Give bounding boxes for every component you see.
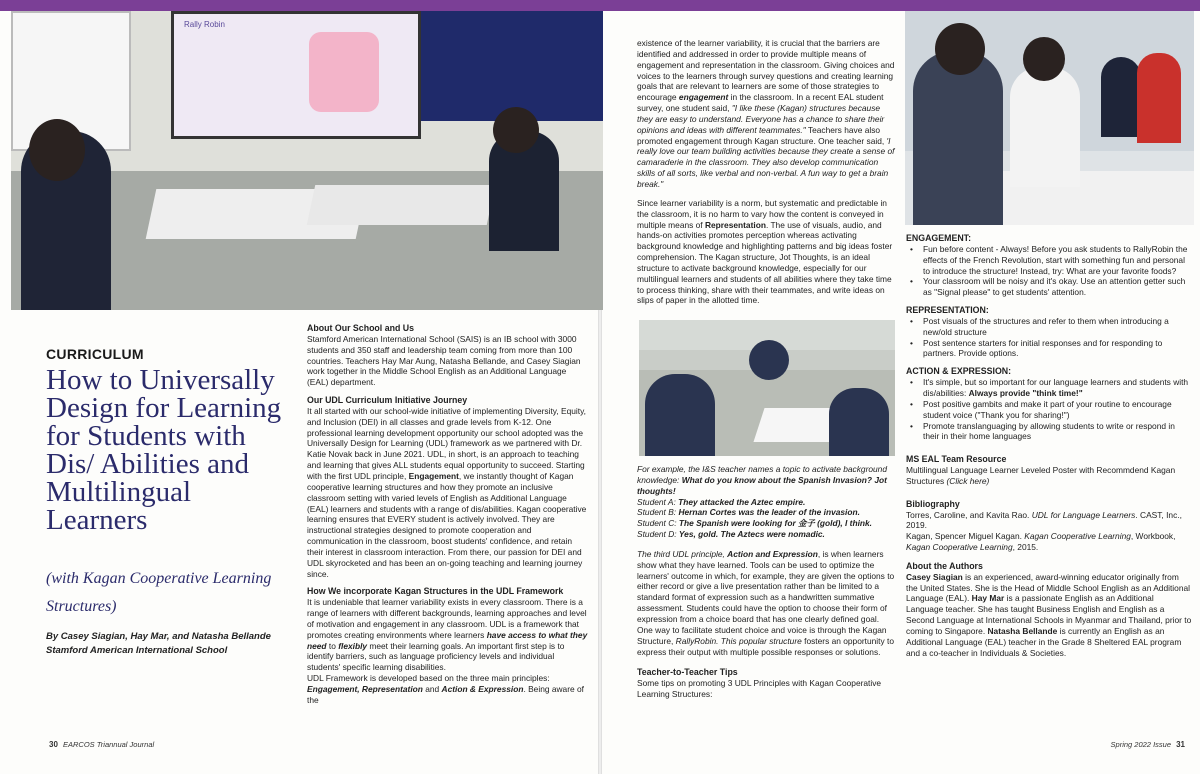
mid-column-bottom [637, 464, 895, 700]
journal-name: EARCOS Triannual Journal [63, 740, 155, 749]
engagement-list [906, 244, 1192, 298]
resource-heading: MS EAL Team Resource [906, 454, 1007, 465]
bibliography-heading: Bibliography [906, 498, 960, 509]
right-column [906, 233, 1192, 659]
list-item: • Post visuals of the structures and refer to them when introducing a new/old structure [906, 316, 1192, 338]
article-title: How to Universally Design for Learning for Students with Dis/ Abilities and Multilingual Learners [46, 364, 282, 536]
list-item: • Promote translanguaging by allowing students to write or respond in their in their home languages [906, 421, 1192, 443]
kagan-heading: How We incorporate Kagan Structures in the UDL Framework [307, 586, 564, 597]
floor-activity-photo [639, 320, 895, 456]
bibliography-entry: Torres, Caroline, and Kavita Rao. UDL for Language Learners. CAST, Inc., 2019. [906, 509, 1182, 531]
kagan-text: It is undeniable that learner variability exists in every classroom. There is a range of learners with different backgrounds, learning approaches and level of motivation and engagement in any classroom. UDL is a framework that promotes creating environments where learners have access to what they need to flexibly meet their learning goals. An important first step is to identify barriers, such as language proficiency levels and individual students' specific learning disabilities. [307, 597, 588, 673]
tips-heading: Teacher-to-Teacher Tips [637, 667, 738, 678]
students-standing-photo [905, 11, 1194, 225]
issue-name: Spring 2022 Issue [1110, 740, 1171, 749]
resource-link[interactable]: (Click here) [946, 475, 990, 486]
initiative-text: It all started with our school-wide initiative of implementing Diversity, Equity, and Inclusion (DEI) in all classes and grade levels from K-12. One professional learning development opportunity our school adopted was the Universally Design for Learning (UDL) framework as we partnered with Dr. Katie Novak back in June 2021. UDL, in short, is an approach to teaching and learning that gives ALL students equal opportunity to succeed. Starting with the first UDL principle, Engagement, we instantly thought of Kagan cooperative learning structures and how they promote an inclusive classroom setting with varied levels of English as Additional Language (EAL) learners and students with a range of dis/abilities. Kagan cooperative learning ensures that EVERY student is actively involved. They are instructional strategies designed to promote cooperation and communication in the classroom, boost students' confidence, and retain their interest in classroom interaction. From there, our passion for DEI and UDL skyrocketed and has been an on-going teaching and learning journey since. [307, 405, 587, 579]
tips-text: Some tips on promoting 3 UDL Principles with Kagan Cooperative Learning Structures: [637, 678, 882, 700]
projector-screen [171, 11, 421, 139]
caption-student-a: Student A: They attacked the Aztec empire. [637, 496, 806, 507]
action-list [906, 377, 1192, 442]
mid-column-top [637, 38, 895, 306]
screen-title: Rally Robin [184, 20, 225, 29]
left-body-column [307, 323, 589, 706]
authors-bio: Casey Siagian is an experienced, award-winning educator originally from the United States. She is the Head of Middle School English as an Additional Language (EAL). Hay Mar is a passionate English as an Additional Language teacher. She has taught Business English and English as a Second Language at International Schools in Myanmar and Thailand, prior to coming to Singapore. Natasha Bellande is currently an English as an Additional Language (EAL) teacher in the Grade 8 Sheltered EAL program and a co-teacher in Individuals & Societies. [906, 571, 1192, 658]
author-names: By Casey Siagian, Hay Mar, and Natasha Bellande [46, 631, 271, 642]
engagement-heading: ENGAGEMENT: [906, 233, 972, 243]
action-expression-paragraph: The third UDL principle, Action and Expression, is when learners show what they have learned. Tools can be used to optimize the learners' outcome in which, for example, they are given the options to either record or give a live presentation rather than be limited to a standard format of expression such as a handwritten summative assessment. Students could have the option to choose their form of expression from a choice board that has one clearly defined goal. One way to facilitate student choice and voice is through the Kagan Structure, RallyRobin. This popular structure fosters an opportunity to express their output with multiple possible responses or solutions. [637, 548, 895, 657]
list-item: • Fun before content - Always! Before you ask students to RallyRobin the effects of the French Revolution, start with something fun and personal to introduce the structure! Instead, try: What are your favorite foods? [906, 244, 1192, 277]
authors-heading: About the Authors [906, 560, 983, 571]
about-text: Stamford American International School (SAIS) is an IB school with 3000 students and 350 staff and leadership team coming from more than 100 countries. Teachers Hay Mar Aung, Natasha Bellande, and Casey Siagian work together in the Middle School English as an Additional Language (EAL) department. [307, 333, 581, 388]
caption-student-b: Student B: Hernan Cortes was the leader of the invasion. [637, 507, 860, 518]
page-number: 31 [1176, 740, 1185, 749]
author-school: Stamford American International School [46, 645, 228, 656]
list-item: • Your classroom will be noisy and it's okay. Use an attention getter such as "Signal please" to get students' attention. [906, 276, 1192, 298]
resource-text: Multilingual Language Learner Leveled Poster with Recommdend Kagan Structures (Click here) [906, 465, 1176, 486]
accent-bar [0, 0, 1200, 11]
kagan-principles: UDL Framework is developed based on the three main principles: Engagement, Representation and Action & Expression. Being aware of the [307, 673, 584, 705]
footer-left [46, 740, 154, 749]
list-item: • It's simple, but so important for our language learners and students with dis/abilities: Always provide "think time!" [906, 377, 1192, 399]
initiative-heading: Our UDL Curriculum Initiative Journey [307, 395, 468, 406]
action-heading: ACTION & EXPRESSION: [906, 366, 1012, 377]
representation-list [906, 316, 1192, 359]
author-byline [46, 630, 296, 658]
list-item: • Post sentence starters for initial responses and for responding to partners. Provide options. [906, 338, 1192, 360]
representation-heading: REPRESENTATION: [906, 305, 989, 316]
caption-student-c: Student C: The Spanish were looking for 金子 (gold), I think. [637, 518, 873, 529]
bibliography-entry: Kagan, Spencer Miguel Kagan. Kagan Cooperative Learning, Workbook, Kagan Cooperative Learning, 2015. [906, 531, 1176, 553]
page-number: 30 [49, 740, 58, 749]
engagement-paragraph: existence of the learner variability, it is crucial that the barriers are identified and addressed in order to provide multiple means of engagement and representation in the classroom. Giving choices and voices to the learners through survey questions and creating learning goals that are relevant to learners are some of those strategies to encourage engagement in the classroom. In a recent EAL student survey, one student said, "I like these (Kagan) structures because they are easy to understand. Everyone has a chance to share their opinions and ideas with different teammates." Teachers have also promoted engagement through Kagan structure. One teacher said, 'I really love our team building activities because they create a sense of camaraderie in the classroom. They also develop communication skills of all sorts, like verbal and non-verbal. A fun way to get a brain break." [637, 38, 895, 189]
footer-right [1111, 740, 1188, 749]
photo-caption: For example, the I&S teacher names a topic to activate background knowledge: What do you know about the Spanish Invasion? Jot thoughts! [637, 464, 887, 496]
list-item: • Post positive gambits and make it part of your routine to encourage student voice ("Thank you for sharing!") [906, 399, 1192, 421]
representation-paragraph: Since learner variability is a norm, but systematic and predictable in the classroom, it is no harm to vary how the content is conveyed in multiple means of Representation. The use of visuals, audio, and hands-on activities promotes perception whereas activating background knowledge and highlighting patterns and big ideas foster comprehension. The Kagan structure, Jot Thoughts, is an ideal structure to activate background knowledge, especially for our multilingual learners and students of all abilities where they take time to process thinking, share with their teammates, and write ideas on slips of paper in the allotted time. [637, 197, 893, 306]
classroom-photo [11, 11, 603, 310]
caption-student-d: Student D: Yes, gold. The Aztecs were nomadic. [637, 529, 825, 540]
article-subtitle: (with Kagan Cooperative Learning Structures) [46, 570, 272, 615]
section-label: CURRICULUM [46, 346, 144, 362]
about-heading: About Our School and Us [307, 323, 415, 333]
